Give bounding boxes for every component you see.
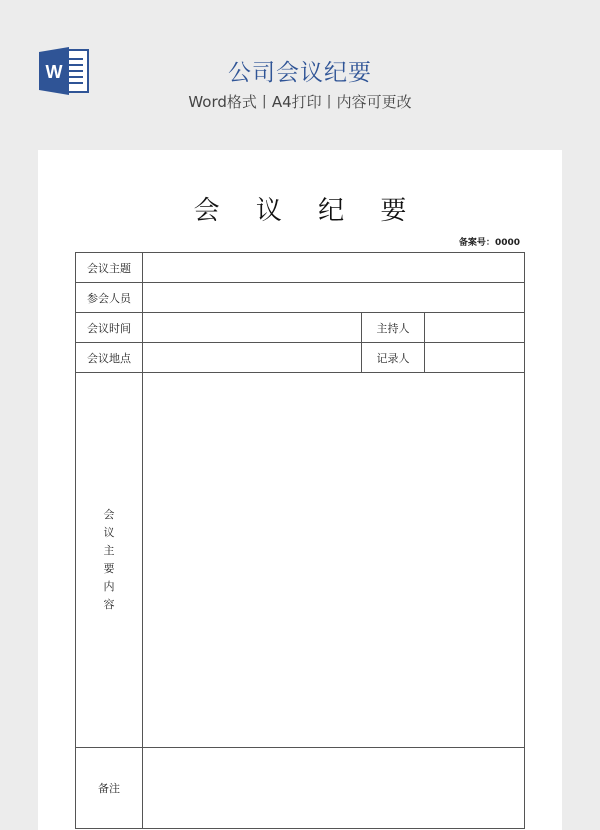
recorder-field[interactable]: [425, 343, 525, 373]
table-row-attendees: [76, 283, 525, 313]
notes-label: 备注: [76, 748, 143, 829]
content-label-cell: [76, 373, 143, 748]
recorder-label: 记录人: [362, 343, 425, 373]
table-row-notes: [76, 748, 525, 829]
attendees-label: 参会人员: [76, 283, 143, 313]
table-row-topic: [76, 253, 525, 283]
table-row-location-recorder: [76, 343, 525, 373]
document-title: 会 议 纪 要: [193, 196, 421, 226]
page-subtitle: Word格式丨A4打印丨内容可更改: [188, 93, 412, 111]
record-number-value: 0000: [494, 238, 520, 248]
table-row-time-host: [76, 313, 525, 343]
content-label: 会议主要内容: [103, 508, 115, 611]
topic-field[interactable]: [143, 253, 525, 283]
table-row-content: [76, 373, 525, 748]
time-label: 会议时间: [76, 313, 143, 343]
meeting-form-table: [75, 252, 525, 829]
content-field[interactable]: [143, 373, 525, 748]
time-field[interactable]: [143, 313, 362, 343]
topic-label: 会议主题: [76, 253, 143, 283]
document-page: [38, 150, 562, 830]
location-label: 会议地点: [76, 343, 143, 373]
page-title: 公司会议纪要: [228, 60, 372, 86]
attendees-field[interactable]: [143, 283, 525, 313]
record-number: [459, 235, 520, 248]
word-logo-letter: W: [45, 62, 63, 82]
record-number-label: 备案号：: [458, 238, 495, 248]
notes-field[interactable]: [143, 748, 525, 829]
location-field[interactable]: [143, 343, 362, 373]
host-label: 主持人: [362, 313, 425, 343]
host-field[interactable]: [425, 313, 525, 343]
